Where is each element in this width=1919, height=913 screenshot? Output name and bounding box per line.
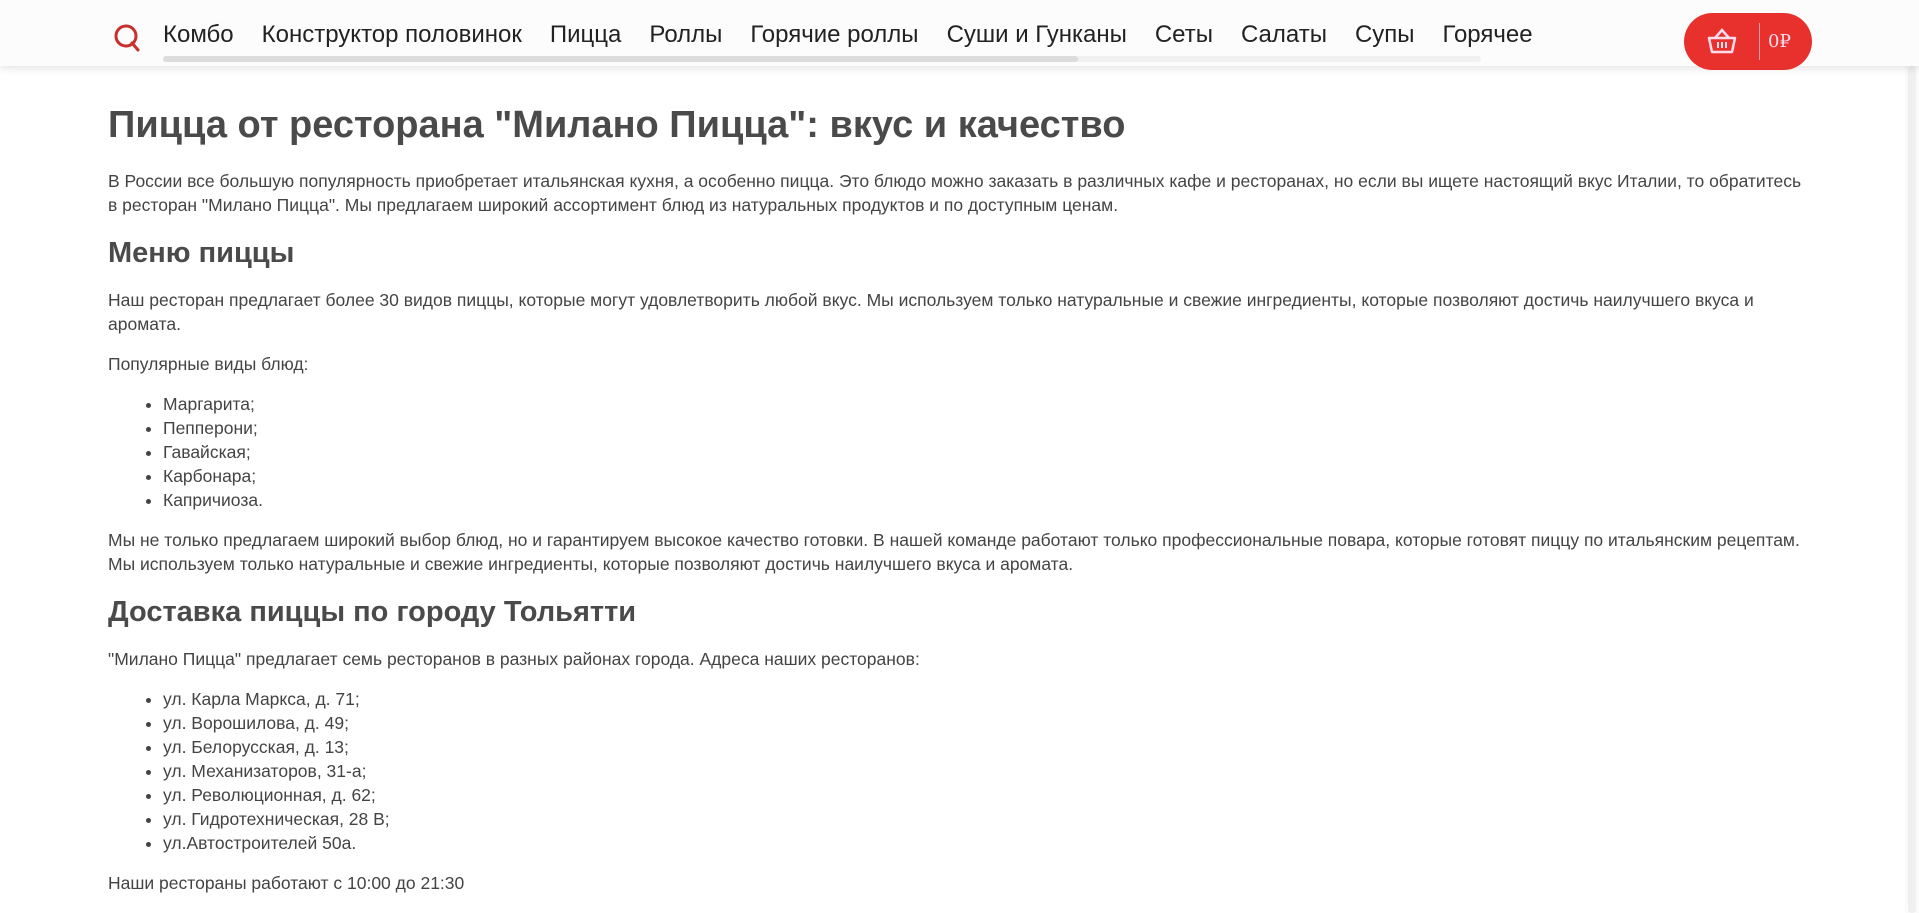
list-item: • Маргарита; — [163, 392, 1808, 416]
search-icon[interactable] — [114, 24, 140, 52]
nav-item-soups[interactable]: Супы — [1354, 21, 1415, 48]
delivery-heading: Доставка пиццы по городу Тольятти — [108, 596, 637, 628]
nav-item-combo[interactable]: Комбо — [163, 21, 234, 48]
page-scrollbar-thumb[interactable] — [1908, 66, 1916, 913]
hours-paragraph: Наши рестораны работают с 10:00 до 21:30 — [108, 873, 465, 893]
address-list — [108, 687, 1808, 855]
list-item: • ул. Гидротехническая, 28 В; — [163, 807, 1808, 831]
list-item: • Карбонара; — [163, 464, 1808, 488]
nav-item-sets[interactable]: Сеты — [1154, 21, 1213, 48]
list-item: • ул. Карла Маркса, д. 71; — [163, 687, 1808, 711]
nav-item-pizza[interactable]: Пицца — [549, 21, 622, 48]
page-scrollbar[interactable] — [1905, 66, 1919, 913]
quality-paragraph: Мы не только предлагаем широкий выбор блюд, но и гарантируем высокое качество готовки. В нашей команде работают только профессиональные повара, которые готовят пиццу по итальянским рецептам. Мы используем только натуральные и свежие ингредиенты, которые позволяют достичь наилучшего вкуса и аромата. — [108, 530, 1800, 574]
cart-divider — [1759, 23, 1760, 60]
intro-paragraph: В России все большую популярность приобретает итальянская кухня, а особенно пицца. Это блюдо можно заказать в различных кафе и ресторанах, но если вы ищете настоящий вкус Италии, то обратитесь в ресторан "Милано Пицца". Мы предлагаем широкий ассортимент блюд из натуральных продуктов и по доступным ценам. — [108, 171, 1802, 215]
popular-list — [108, 392, 1808, 512]
article — [108, 104, 1808, 911]
header — [0, 0, 1919, 66]
list-item: • Капричиоза. — [163, 488, 1808, 512]
nav-item-hot-dishes[interactable]: Горячее — [1442, 21, 1533, 48]
nav-item-halves-builder[interactable]: Конструктор половинок — [261, 21, 522, 48]
list-item: • ул.Автостроителей 50а. — [163, 831, 1808, 855]
popular-label: Популярные виды блюд: — [108, 354, 309, 374]
nav-item-hot-rolls[interactable]: Горячие роллы — [750, 21, 919, 48]
nav-item-sushi[interactable]: Суши и Гунканы — [946, 21, 1127, 48]
list-item: • ул. Революционная, д. 62; — [163, 783, 1808, 807]
page-title: Пицца от ресторана "Милано Пицца": вкус и качество — [108, 104, 1126, 146]
list-item: • ул. Ворошилова, д. 49; — [163, 711, 1808, 735]
delivery-paragraph: "Милано Пицца" предлагает семь ресторанов в разных районах города. Адреса наших ресторанов: — [108, 649, 920, 669]
nav-item-rolls[interactable]: Роллы — [649, 21, 723, 48]
list-item: • ул. Белорусская, д. 13; — [163, 735, 1808, 759]
nav-item-salads[interactable]: Салаты — [1240, 21, 1327, 48]
menu-paragraph: Наш ресторан предлагает более 30 видов пиццы, которые могут удовлетворить любой вкус. Мы используем только натуральные и свежие ингредиенты, которые позволяют достичь наилучшего вкуса и аромата. — [108, 290, 1754, 334]
cart-button[interactable] — [1684, 13, 1812, 70]
list-item: • ул. Механизаторов, 31-а; — [163, 759, 1808, 783]
list-item: • Гавайская; — [163, 440, 1808, 464]
category-nav — [163, 18, 1533, 64]
basket-icon — [1706, 27, 1738, 55]
list-item: • Пепперони; — [163, 416, 1808, 440]
cart-total: 0₽ — [1768, 31, 1791, 52]
nav-scrollbar[interactable] — [163, 56, 1481, 62]
nav-scrollbar-thumb[interactable] — [163, 56, 1078, 62]
menu-heading: Меню пиццы — [108, 237, 295, 269]
